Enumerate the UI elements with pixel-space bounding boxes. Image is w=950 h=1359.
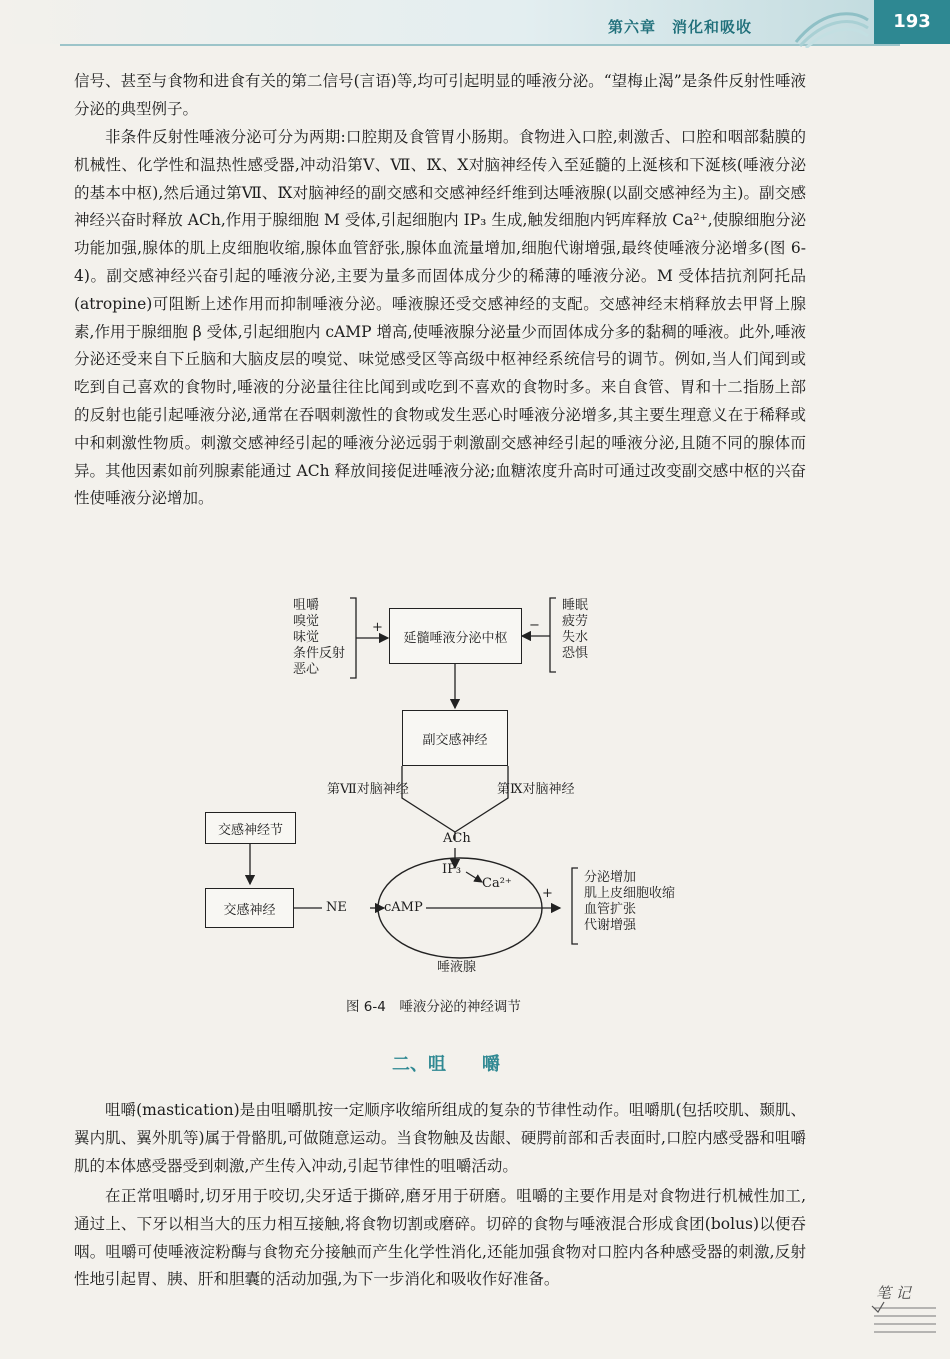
ne-label: NE (326, 900, 347, 915)
paragraph-4: 在正常咀嚼时,切牙用于咬切,尖牙适于撕碎,磨牙用于研磨。咀嚼的主要作用是对食物进行机械性加工,通过上、下牙以相当大的压力相互接触,将食物切割或磨碎。切碎的食物与唾液混合形成食团(bolus)以便吞咽。咀嚼可使唾液淀粉酶与食物充分接触而产生化学性消化,还能加强食物对口腔内各种感受器的刺激,反射性地引起胃、胰、肝和胆囊的活动加强,为下一步消化和吸收作好准备。 (74, 1187, 806, 1289)
ip3-label: IP₃ (442, 862, 462, 877)
inhibitory-sign: − (529, 618, 540, 633)
medulla-center-box: 延髓唾液分泌中枢 (389, 608, 522, 664)
excitatory-input: 嗅觉 (293, 614, 320, 629)
page-number: 193 (874, 0, 950, 44)
excitatory-inputs-list (293, 598, 345, 678)
paragraph-2: 非条件反射性唾液分泌可分为两期:口腔期及食管胃小肠期。食物进入口腔,刺激舌、口腔和咽部黏膜的机械性、化学性和温热性感受器,冲动沿第Ⅴ、Ⅶ、Ⅸ、Ⅹ对脑神经传入至延髓的上涎核和下涎核(唾液分泌的基本中枢),然后通过第Ⅶ、Ⅸ对脑神经的副交感和交感神经纤维到达唾液腺(以副交感神经为主)。副交感神经兴奋时释放 ACh,作用于腺细胞 M 受体,引起细胞内 IP₃ 生成,触发细胞内钙库释放 Ca²⁺,使腺细胞分泌功能加强,腺体的肌上皮细胞收缩,腺体血管舒张,腺体血流量增加,细胞代谢增强,最终使唾液分泌增多(图 6-4)。副交感神经兴奋引起的唾液分泌,主要为量多而固体成分少的稀薄的唾液分泌。M 受体拮抗剂阿托品(atropine)可阻断上述作用而抑制唾液分泌。唾液腺还受交感神经的支配。交感神经末梢释放去甲肾上腺素,作用于腺细胞 β 受体,引起细胞内 cAMP 增高,使唾液腺分泌量少而固体成分多的黏稠的唾液。此外,唾液分泌还受来自下丘脑和大脑皮层的嗅觉、味觉感受区等高级中枢神经系统信号的调节。例如,当人们闻到或吃到自己喜欢的食物时,唾液的分泌量往往比闻到或吃到不喜欢的食物时多。来自食管、胃和十二指肠上部的反射也能引起唾液分泌,通常在吞咽刺激性的食物或发生恶心时唾液分泌增多,其主要生理意义在于稀释或中和刺激性物质。刺激交感神经引起的唾液分泌远弱于刺激副交感神经引起的唾液分泌,且随不同的腺体而异。其他因素如前列腺素能通过 ACh 释放间接促进唾液分泌;血糖浓度升高时可通过改变副交感中枢的兴奋性使唾液分泌增加。 (74, 128, 806, 508)
sympathetic-nerve-box: 交感神经 (205, 888, 294, 928)
effect-item: 血管扩张 (584, 902, 637, 917)
effect-item: 分泌增加 (584, 870, 637, 885)
notes-lines-icon (870, 1300, 940, 1350)
parasympathetic-box: 副交感神经 (402, 710, 508, 766)
inhibitory-input: 恐惧 (562, 646, 589, 661)
cranial-nerve-vii-label: 第Ⅶ对脑神经 (327, 782, 409, 797)
ach-label: ACh (443, 831, 471, 846)
paragraph-3: 咀嚼(mastication)是由咀嚼肌按一定顺序收缩所组成的复杂的节律性动作。咀嚼肌(包括咬肌、颞肌、翼内肌、翼外肌等)属于骨骼肌,可做随意运动。当食物触及齿龈、硬腭前部和舌表面时,口腔内感受器和咀嚼肌的本体感受器受到刺激,产生传入冲动,引起节律性的咀嚼活动。 (74, 1101, 806, 1175)
excitatory-input: 条件反射 (293, 646, 346, 661)
salivary-gland-label: 唾液腺 (437, 960, 477, 975)
paragraph-1: 信号、甚至与食物和进食有关的第二信号(言语)等,均可引起明显的唾液分泌。“望梅止渴”是条件反射性唾液分泌的典型例子。 (74, 72, 806, 118)
notes-label: 笔 记 (876, 1284, 911, 1302)
inhibitory-bracket (550, 598, 556, 672)
chapter-title: 第六章 消化和吸收 (608, 18, 753, 36)
inhibitory-inputs-list (562, 598, 588, 662)
effect-item: 代谢增强 (584, 918, 637, 933)
inhibitory-input: 疲劳 (562, 614, 589, 629)
excitatory-input: 恶心 (293, 662, 320, 677)
inhibitory-input: 睡眠 (562, 598, 589, 613)
effects-bracket (572, 868, 578, 944)
figure-caption: 图 6-4 唾液分泌的神经调节 (346, 999, 521, 1015)
ip3-to-ca-arrow (466, 872, 482, 882)
excitatory-sign: + (372, 620, 383, 635)
output-sign: + (542, 886, 553, 901)
camp-label: cAMP (384, 900, 423, 915)
excitatory-input: 咀嚼 (293, 598, 320, 613)
section-heading: 二、咀 嚼 (392, 1054, 500, 1075)
inhibitory-input: 失水 (562, 630, 589, 645)
nerve-funnel (402, 766, 508, 832)
effect-item: 肌上皮细胞收缩 (584, 886, 676, 901)
excitatory-input: 味觉 (293, 630, 320, 645)
effects-list (584, 870, 675, 934)
excitatory-bracket (350, 598, 356, 678)
sympathetic-ganglion-box: 交感神经节 (205, 812, 296, 844)
calcium-label: Ca²⁺ (482, 876, 512, 891)
cranial-nerve-ix-label: 第Ⅸ对脑神经 (497, 782, 575, 797)
